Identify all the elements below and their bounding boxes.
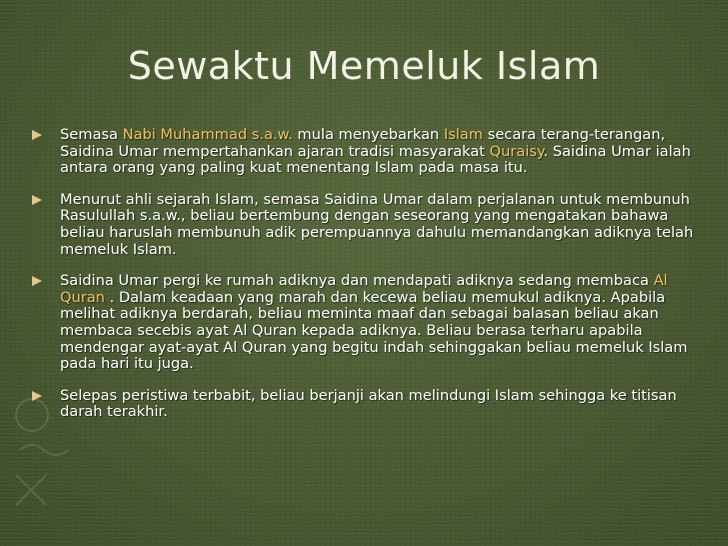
bullet-item: [32, 388, 698, 421]
triangle-right-icon: [32, 195, 42, 205]
bullet-text: [60, 387, 677, 421]
triangle-right-icon: [32, 130, 42, 140]
bullet-text: [60, 126, 691, 176]
bullet-item: [32, 127, 698, 177]
highlight-islam: Islam: [443, 126, 483, 143]
bullet-list: [32, 127, 698, 421]
highlight-quraisy: Quraisy: [489, 142, 544, 160]
bullet-text: [60, 191, 693, 258]
text-run: Selepas peristiwa terbabit, beliau berjanji akan melindungi Islam sehingga ke titisan darah terakhir.: [60, 386, 677, 421]
triangle-right-icon: [32, 276, 42, 286]
text-run: Saidina Umar pergi ke rumah adiknya dan mendapati adiknya sedang membaca: [60, 272, 654, 290]
text-run: mula menyebarkan: [292, 126, 444, 143]
text-run: . Dalam keadaan yang marah dan kecewa beliau memukul adiknya. Apabila melihat adiknya berdarah, beliau meminta maaf dan sebagai balasan beliau akan membaca secebis ayat Al Quran kepada adiknya. Beliau berasa terharu apabila mendengar ayat-ayat Al Quran yang begitu indah sehinggakan beliau memeluk Islam pada hari itu juga.: [60, 288, 688, 373]
bullet-item: [32, 273, 698, 373]
text-run: Menurut ahli sejarah Islam, semasa Saidina Umar dalam perjalanan untuk membunuh Rasulullah s.a.w., beliau bertembung dengan seseorang yang mengatakan bahawa beliau haruslah membunuh adik perempuannya dahulu memandangkan adiknya telah memeluk Islam.: [60, 190, 694, 258]
highlight-al-quran: Al Quran: [60, 272, 668, 306]
text-run: secara terang-terangan, Saidina Umar mempertahankan ajaran tradisi masyarakat: [60, 126, 666, 160]
triangle-right-icon: [32, 391, 42, 401]
text-run: Semasa: [60, 126, 123, 143]
text-run: . Saidina Umar ialah antara orang yang paling kuat menentang Islam pada masa itu.: [60, 142, 691, 177]
bullet-item: [32, 192, 698, 258]
slide-title: Sewaktu Memeluk Islam: [127, 44, 601, 88]
bullet-text: [60, 272, 687, 372]
highlight-nabi-muhammad: Nabi Muhammad s.a.w.: [122, 126, 293, 143]
